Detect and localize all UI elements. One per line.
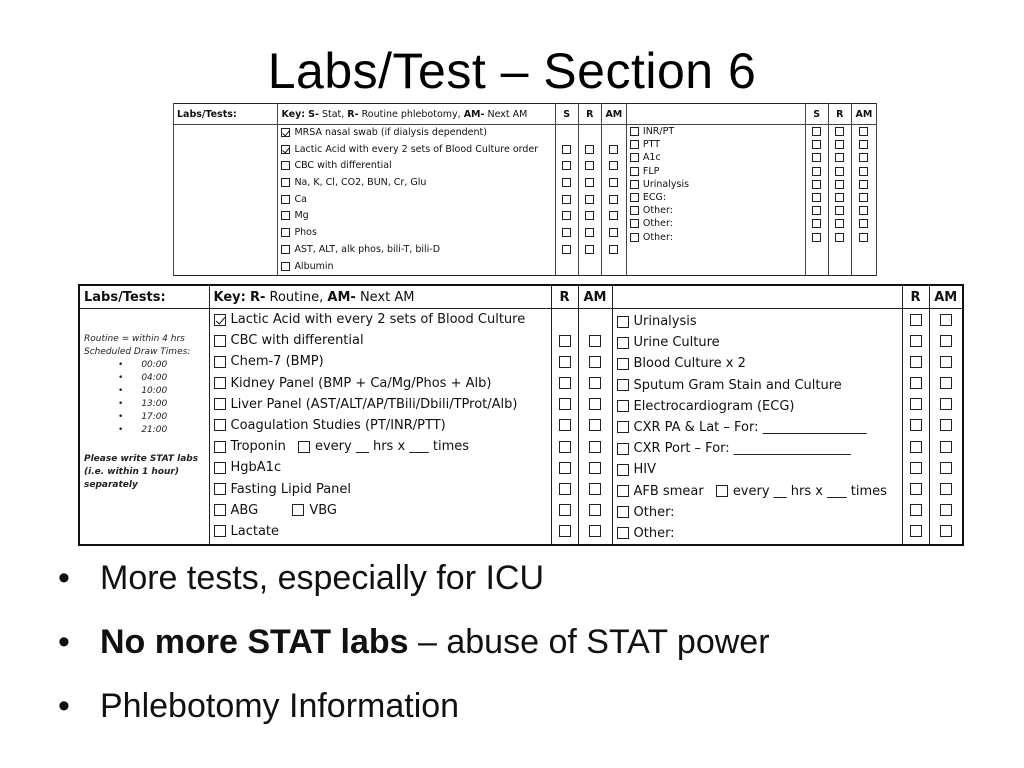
- old-col-r-header: R: [578, 104, 601, 125]
- checkbox[interactable]: [281, 228, 290, 237]
- checkbox[interactable]: [910, 377, 922, 389]
- item-label: ECG:: [642, 191, 667, 203]
- checkbox[interactable]: [214, 462, 226, 474]
- checkbox-abg[interactable]: [214, 504, 226, 516]
- item-label: INR/PT: [642, 126, 675, 137]
- checkbox[interactable]: [559, 335, 571, 347]
- new-left-item[interactable]: [210, 479, 551, 500]
- checkbox[interactable]: [589, 377, 601, 389]
- new-r-checkboxes: [551, 309, 578, 546]
- checkbox[interactable]: [214, 398, 226, 410]
- checkbox[interactable]: [940, 441, 952, 453]
- checkbox[interactable]: [940, 314, 952, 326]
- checkbox[interactable]: [562, 195, 571, 204]
- checkbox[interactable]: [589, 335, 601, 347]
- new-labs-heading: Labs/Tests:: [79, 285, 209, 309]
- checkbox-afb-every[interactable]: [716, 485, 728, 497]
- old-col-am-header-2: AM: [851, 104, 876, 125]
- item-label: Urine Culture: [633, 335, 720, 351]
- item-label: A1c: [642, 152, 661, 164]
- new-right-item[interactable]: [613, 375, 902, 396]
- checkbox[interactable]: [559, 525, 571, 537]
- checkbox[interactable]: [585, 228, 594, 237]
- old-right-item[interactable]: [627, 178, 805, 191]
- item-label: Other:: [642, 218, 673, 230]
- draw-time: • 21:00: [118, 424, 205, 437]
- bullet-item: • Phlebotomy Information: [58, 680, 770, 744]
- bullet-list: [58, 552, 770, 744]
- old-right-item[interactable]: [627, 217, 805, 230]
- new-col-r-header: R: [551, 285, 578, 309]
- checkbox[interactable]: [617, 358, 629, 370]
- checkbox[interactable]: [910, 441, 922, 453]
- checkbox[interactable]: [812, 127, 821, 136]
- checkbox[interactable]: [609, 245, 618, 254]
- checkbox[interactable]: [281, 161, 290, 170]
- new-right-item[interactable]: [613, 417, 902, 438]
- draw-time: • 13:00: [118, 398, 205, 411]
- new-right-other-item[interactable]: [613, 502, 902, 523]
- old-col-s-header: S: [555, 104, 578, 125]
- checkbox[interactable]: [214, 335, 226, 347]
- checkbox[interactable]: [812, 233, 821, 242]
- checkbox[interactable]: [835, 233, 844, 242]
- checkbox[interactable]: [859, 219, 868, 228]
- old-right-item[interactable]: [627, 165, 805, 178]
- item-label: CBC with differential: [294, 160, 392, 172]
- checkbox[interactable]: [859, 127, 868, 136]
- item-label: PTT: [642, 139, 661, 151]
- checkbox[interactable]: [630, 206, 639, 215]
- checkbox[interactable]: [281, 262, 290, 271]
- checkbox[interactable]: [630, 233, 639, 242]
- item-label: CBC with differential: [230, 333, 364, 349]
- checkbox[interactable]: [630, 219, 639, 228]
- checkbox[interactable]: [812, 140, 821, 149]
- new-left-item[interactable]: [210, 394, 551, 415]
- old-left-item[interactable]: [278, 158, 554, 175]
- checkbox[interactable]: [562, 178, 571, 187]
- checkbox[interactable]: [281, 145, 290, 154]
- checkbox[interactable]: [609, 178, 618, 187]
- checkbox[interactable]: [859, 167, 868, 176]
- checkbox[interactable]: [940, 356, 952, 368]
- checkbox[interactable]: [559, 483, 571, 495]
- new-key-legend: Key: R- Routine, AM- Next AM: [209, 285, 551, 309]
- new-left-item[interactable]: [210, 330, 551, 351]
- item-label: Lactic Acid with every 2 sets of Blood Culture: [230, 312, 526, 327]
- checkbox[interactable]: [585, 145, 594, 154]
- old-col-s-header-2: S: [805, 104, 828, 125]
- new-right-item[interactable]: [613, 311, 902, 332]
- checkbox-afb[interactable]: [617, 485, 629, 497]
- new-left-item[interactable]: [210, 351, 551, 372]
- checkbox[interactable]: [281, 178, 290, 187]
- checkbox[interactable]: [562, 161, 571, 170]
- checkbox[interactable]: [630, 167, 639, 176]
- old-s-checkboxes-2: [805, 125, 828, 276]
- checkbox[interactable]: [214, 419, 226, 431]
- checkbox[interactable]: [609, 195, 618, 204]
- old-right-list: [626, 125, 805, 276]
- item-label: Sputum Gram Stain and Culture: [633, 377, 842, 393]
- old-left-item[interactable]: [278, 142, 554, 159]
- old-left-item[interactable]: [278, 192, 554, 209]
- checkbox[interactable]: [812, 193, 821, 202]
- old-r-checkboxes: [578, 125, 601, 276]
- checkbox[interactable]: [589, 462, 601, 474]
- checkbox[interactable]: [281, 195, 290, 204]
- checkbox[interactable]: [835, 206, 844, 215]
- new-col-am-header-2: AM: [929, 285, 963, 309]
- checkbox[interactable]: [281, 211, 290, 220]
- checkbox[interactable]: [585, 195, 594, 204]
- checkbox-vbg[interactable]: [292, 504, 304, 516]
- item-label: Other:: [633, 525, 675, 541]
- checkbox[interactable]: [559, 398, 571, 410]
- checkbox[interactable]: [589, 483, 601, 495]
- new-labs-form: [78, 284, 964, 546]
- checkbox[interactable]: [559, 441, 571, 453]
- item-label: Fasting Lipid Panel: [230, 481, 352, 497]
- item-label: CXR PA & Lat – For: ________________: [633, 419, 867, 435]
- old-r-checkboxes-2: [828, 125, 851, 276]
- checkbox[interactable]: [214, 377, 226, 389]
- new-col-r-header-2: R: [902, 285, 929, 309]
- new-right-item[interactable]: [613, 438, 902, 459]
- old-right-item[interactable]: [627, 151, 805, 164]
- checkbox[interactable]: [617, 421, 629, 433]
- checkbox[interactable]: [630, 140, 639, 149]
- old-left-item[interactable]: [278, 259, 554, 276]
- new-am-checkboxes-2: [929, 309, 963, 546]
- new-right-other-item[interactable]: [613, 523, 902, 544]
- routine-note: Routine = within 4 hrs: [84, 334, 185, 344]
- checkbox[interactable]: [559, 504, 571, 516]
- checkbox[interactable]: [281, 128, 290, 137]
- checkbox[interactable]: [617, 506, 629, 518]
- old-col-r-header-2: R: [828, 104, 851, 125]
- stat-note: Please write STAT labs (i.e. within 1 hour) separately: [84, 454, 199, 490]
- old-right-item[interactable]: [627, 231, 805, 244]
- checkbox[interactable]: [609, 228, 618, 237]
- checkbox[interactable]: [630, 193, 639, 202]
- draw-times-list: [84, 359, 205, 437]
- new-left-list: [209, 309, 551, 546]
- list-item-lactate[interactable]: Lactate: [210, 521, 551, 542]
- checkbox[interactable]: [630, 180, 639, 189]
- old-left-list: [278, 125, 555, 276]
- checkbox[interactable]: [910, 525, 922, 537]
- checkbox[interactable]: [559, 462, 571, 474]
- checkbox[interactable]: [214, 356, 226, 368]
- checkbox[interactable]: [812, 206, 821, 215]
- item-label: Liver Panel (AST/ALT/AP/TBili/Dbili/TProt/Alb): [230, 396, 518, 412]
- old-left-item[interactable]: [278, 208, 554, 225]
- new-left-item[interactable]: [210, 457, 551, 478]
- old-s-checkboxes: [555, 125, 578, 276]
- checkbox[interactable]: [940, 419, 952, 431]
- checkbox[interactable]: [609, 211, 618, 220]
- item-label: MRSA nasal swab (if dialysis dependent): [294, 127, 487, 138]
- checkbox[interactable]: [617, 316, 629, 328]
- checkbox[interactable]: [630, 153, 639, 162]
- item-label: Other:: [633, 504, 675, 520]
- new-right-item[interactable]: [613, 396, 902, 417]
- checkbox[interactable]: [859, 206, 868, 215]
- new-left-item[interactable]: [210, 373, 551, 394]
- item-label: Na, K, Cl, CO2, BUN, Cr, Glu: [294, 177, 427, 189]
- checkbox[interactable]: [589, 356, 601, 368]
- checkbox[interactable]: [589, 398, 601, 410]
- item-label: FLP: [642, 165, 660, 177]
- checkbox[interactable]: [940, 483, 952, 495]
- item-label: HgbA1c: [230, 460, 282, 476]
- checkbox[interactable]: [940, 462, 952, 474]
- checkbox[interactable]: [617, 379, 629, 391]
- checkbox[interactable]: [859, 233, 868, 242]
- draw-times-label: Scheduled Draw Times:: [84, 347, 191, 357]
- old-labs-heading: Labs/Tests:: [174, 104, 278, 125]
- checkbox[interactable]: [910, 356, 922, 368]
- checkbox[interactable]: [562, 211, 571, 220]
- checkbox[interactable]: [812, 153, 821, 162]
- draw-time: • 17:00: [118, 411, 205, 424]
- checkbox[interactable]: [562, 145, 571, 154]
- item-label: Albumin: [294, 260, 334, 272]
- new-col-am-header: AM: [578, 285, 612, 309]
- checkbox[interactable]: [812, 167, 821, 176]
- old-key-legend: Key: S- Stat, R- Routine phlebotomy, AM- Next AM: [278, 104, 555, 125]
- new-right-list: [612, 309, 902, 546]
- checkbox[interactable]: [910, 398, 922, 410]
- checkbox[interactable]: [910, 483, 922, 495]
- checkbox[interactable]: [910, 504, 922, 516]
- checkbox[interactable]: [940, 335, 952, 347]
- checkbox[interactable]: [214, 483, 226, 495]
- checkbox[interactable]: [812, 219, 821, 228]
- old-left-item[interactable]: [278, 175, 554, 192]
- checkbox[interactable]: [609, 145, 618, 154]
- old-right-item[interactable]: [627, 191, 805, 204]
- old-am-checkboxes-2: [851, 125, 876, 276]
- new-am-checkboxes: [578, 309, 612, 546]
- old-right-item[interactable]: [627, 125, 805, 138]
- checkbox[interactable]: [589, 441, 601, 453]
- checkbox[interactable]: [617, 464, 629, 476]
- checkbox[interactable]: [617, 400, 629, 412]
- checkbox[interactable]: [940, 398, 952, 410]
- new-right-item[interactable]: [613, 353, 902, 374]
- old-right-item[interactable]: [627, 204, 805, 217]
- checkbox[interactable]: [835, 140, 844, 149]
- checkbox-troponin[interactable]: [214, 441, 226, 453]
- item-label: Urinalysis: [642, 178, 690, 190]
- checkbox-troponin-every[interactable]: [298, 441, 310, 453]
- checkbox[interactable]: [589, 525, 601, 537]
- checkbox[interactable]: [559, 419, 571, 431]
- list-item-troponin[interactable]: Troponin every __ hrs x ___ times: [210, 436, 551, 457]
- checkbox[interactable]: [585, 178, 594, 187]
- checkbox[interactable]: [835, 219, 844, 228]
- item-label: Coagulation Studies (PT/INR/PTT): [230, 417, 446, 433]
- item-label: Blood Culture x 2: [633, 356, 746, 372]
- new-right-item[interactable]: [613, 459, 902, 480]
- checkbox[interactable]: [617, 527, 629, 539]
- item-label: CXR Port – For: __________________: [633, 441, 851, 457]
- item-label: Lactic Acid with every 2 sets of Blood Culture order: [294, 143, 539, 155]
- bullet-item: • More tests, especially for ICU: [58, 552, 770, 616]
- draw-time: • 04:00: [118, 372, 205, 385]
- item-label: Mg: [294, 210, 309, 222]
- item-label: Other:: [642, 231, 673, 243]
- checkbox[interactable]: [940, 525, 952, 537]
- draw-time: • 00:00: [118, 359, 205, 372]
- checkbox[interactable]: [617, 443, 629, 455]
- bullet-item: • No more STAT labs – abuse of STAT power: [58, 616, 770, 680]
- new-r-checkboxes-2: [902, 309, 929, 546]
- checkbox[interactable]: [617, 337, 629, 349]
- item-label: Chem-7 (BMP): [230, 354, 324, 370]
- new-right-item[interactable]: [613, 332, 902, 353]
- checkbox[interactable]: [630, 127, 639, 136]
- checkbox[interactable]: [835, 193, 844, 202]
- checkbox[interactable]: [910, 314, 922, 326]
- checkbox[interactable]: [812, 180, 821, 189]
- item-label: Electrocardiogram (ECG): [633, 398, 795, 414]
- old-col-am-header: AM: [601, 104, 626, 125]
- old-left-item[interactable]: [278, 225, 554, 242]
- new-left-item[interactable]: [210, 309, 551, 330]
- checkbox[interactable]: [589, 504, 601, 516]
- list-item-afb[interactable]: AFB smear every __ hrs x ___ times: [613, 481, 902, 502]
- checkbox[interactable]: [910, 419, 922, 431]
- checkbox[interactable]: [585, 211, 594, 220]
- checkbox[interactable]: [910, 462, 922, 474]
- checkbox[interactable]: [585, 245, 594, 254]
- list-item-abg-vbg[interactable]: ABG VBG: [210, 500, 551, 521]
- old-labs-form: [173, 103, 877, 276]
- item-label: Kidney Panel (BMP + Ca/Mg/Phos + Alb): [230, 375, 492, 391]
- item-label: Other:: [642, 205, 673, 217]
- checkbox[interactable]: [859, 180, 868, 189]
- item-label: HIV: [633, 462, 657, 478]
- checkbox[interactable]: [562, 228, 571, 237]
- checkbox[interactable]: [940, 504, 952, 516]
- phlebotomy-info: [79, 309, 209, 546]
- item-label: Phos: [294, 227, 317, 239]
- item-label: AST, ALT, alk phos, bili-T, bili-D: [294, 243, 441, 255]
- checkbox[interactable]: [585, 161, 594, 170]
- checkbox[interactable]: [559, 377, 571, 389]
- old-right-item[interactable]: [627, 138, 805, 151]
- checkbox[interactable]: [835, 153, 844, 162]
- checkbox[interactable]: [214, 314, 226, 326]
- checkbox[interactable]: [281, 245, 290, 254]
- item-label: Ca: [294, 193, 307, 205]
- draw-time: • 10:00: [118, 385, 205, 398]
- checkbox[interactable]: [609, 161, 618, 170]
- checkbox[interactable]: [910, 335, 922, 347]
- checkbox[interactable]: [835, 180, 844, 189]
- checkbox[interactable]: [562, 245, 571, 254]
- old-am-checkboxes: [601, 125, 626, 276]
- checkbox[interactable]: [559, 356, 571, 368]
- checkbox[interactable]: [859, 140, 868, 149]
- checkbox[interactable]: [859, 153, 868, 162]
- checkbox-lactate[interactable]: [214, 525, 226, 537]
- old-left-item[interactable]: [278, 125, 554, 142]
- item-label: Urinalysis: [633, 314, 697, 329]
- new-left-item[interactable]: [210, 415, 551, 436]
- checkbox[interactable]: [859, 193, 868, 202]
- slide-title: Labs/Test – Section 6: [267, 43, 757, 99]
- old-left-item[interactable]: [278, 242, 554, 259]
- checkbox[interactable]: [835, 127, 844, 136]
- checkbox[interactable]: [940, 377, 952, 389]
- checkbox[interactable]: [589, 419, 601, 431]
- checkbox[interactable]: [835, 167, 844, 176]
